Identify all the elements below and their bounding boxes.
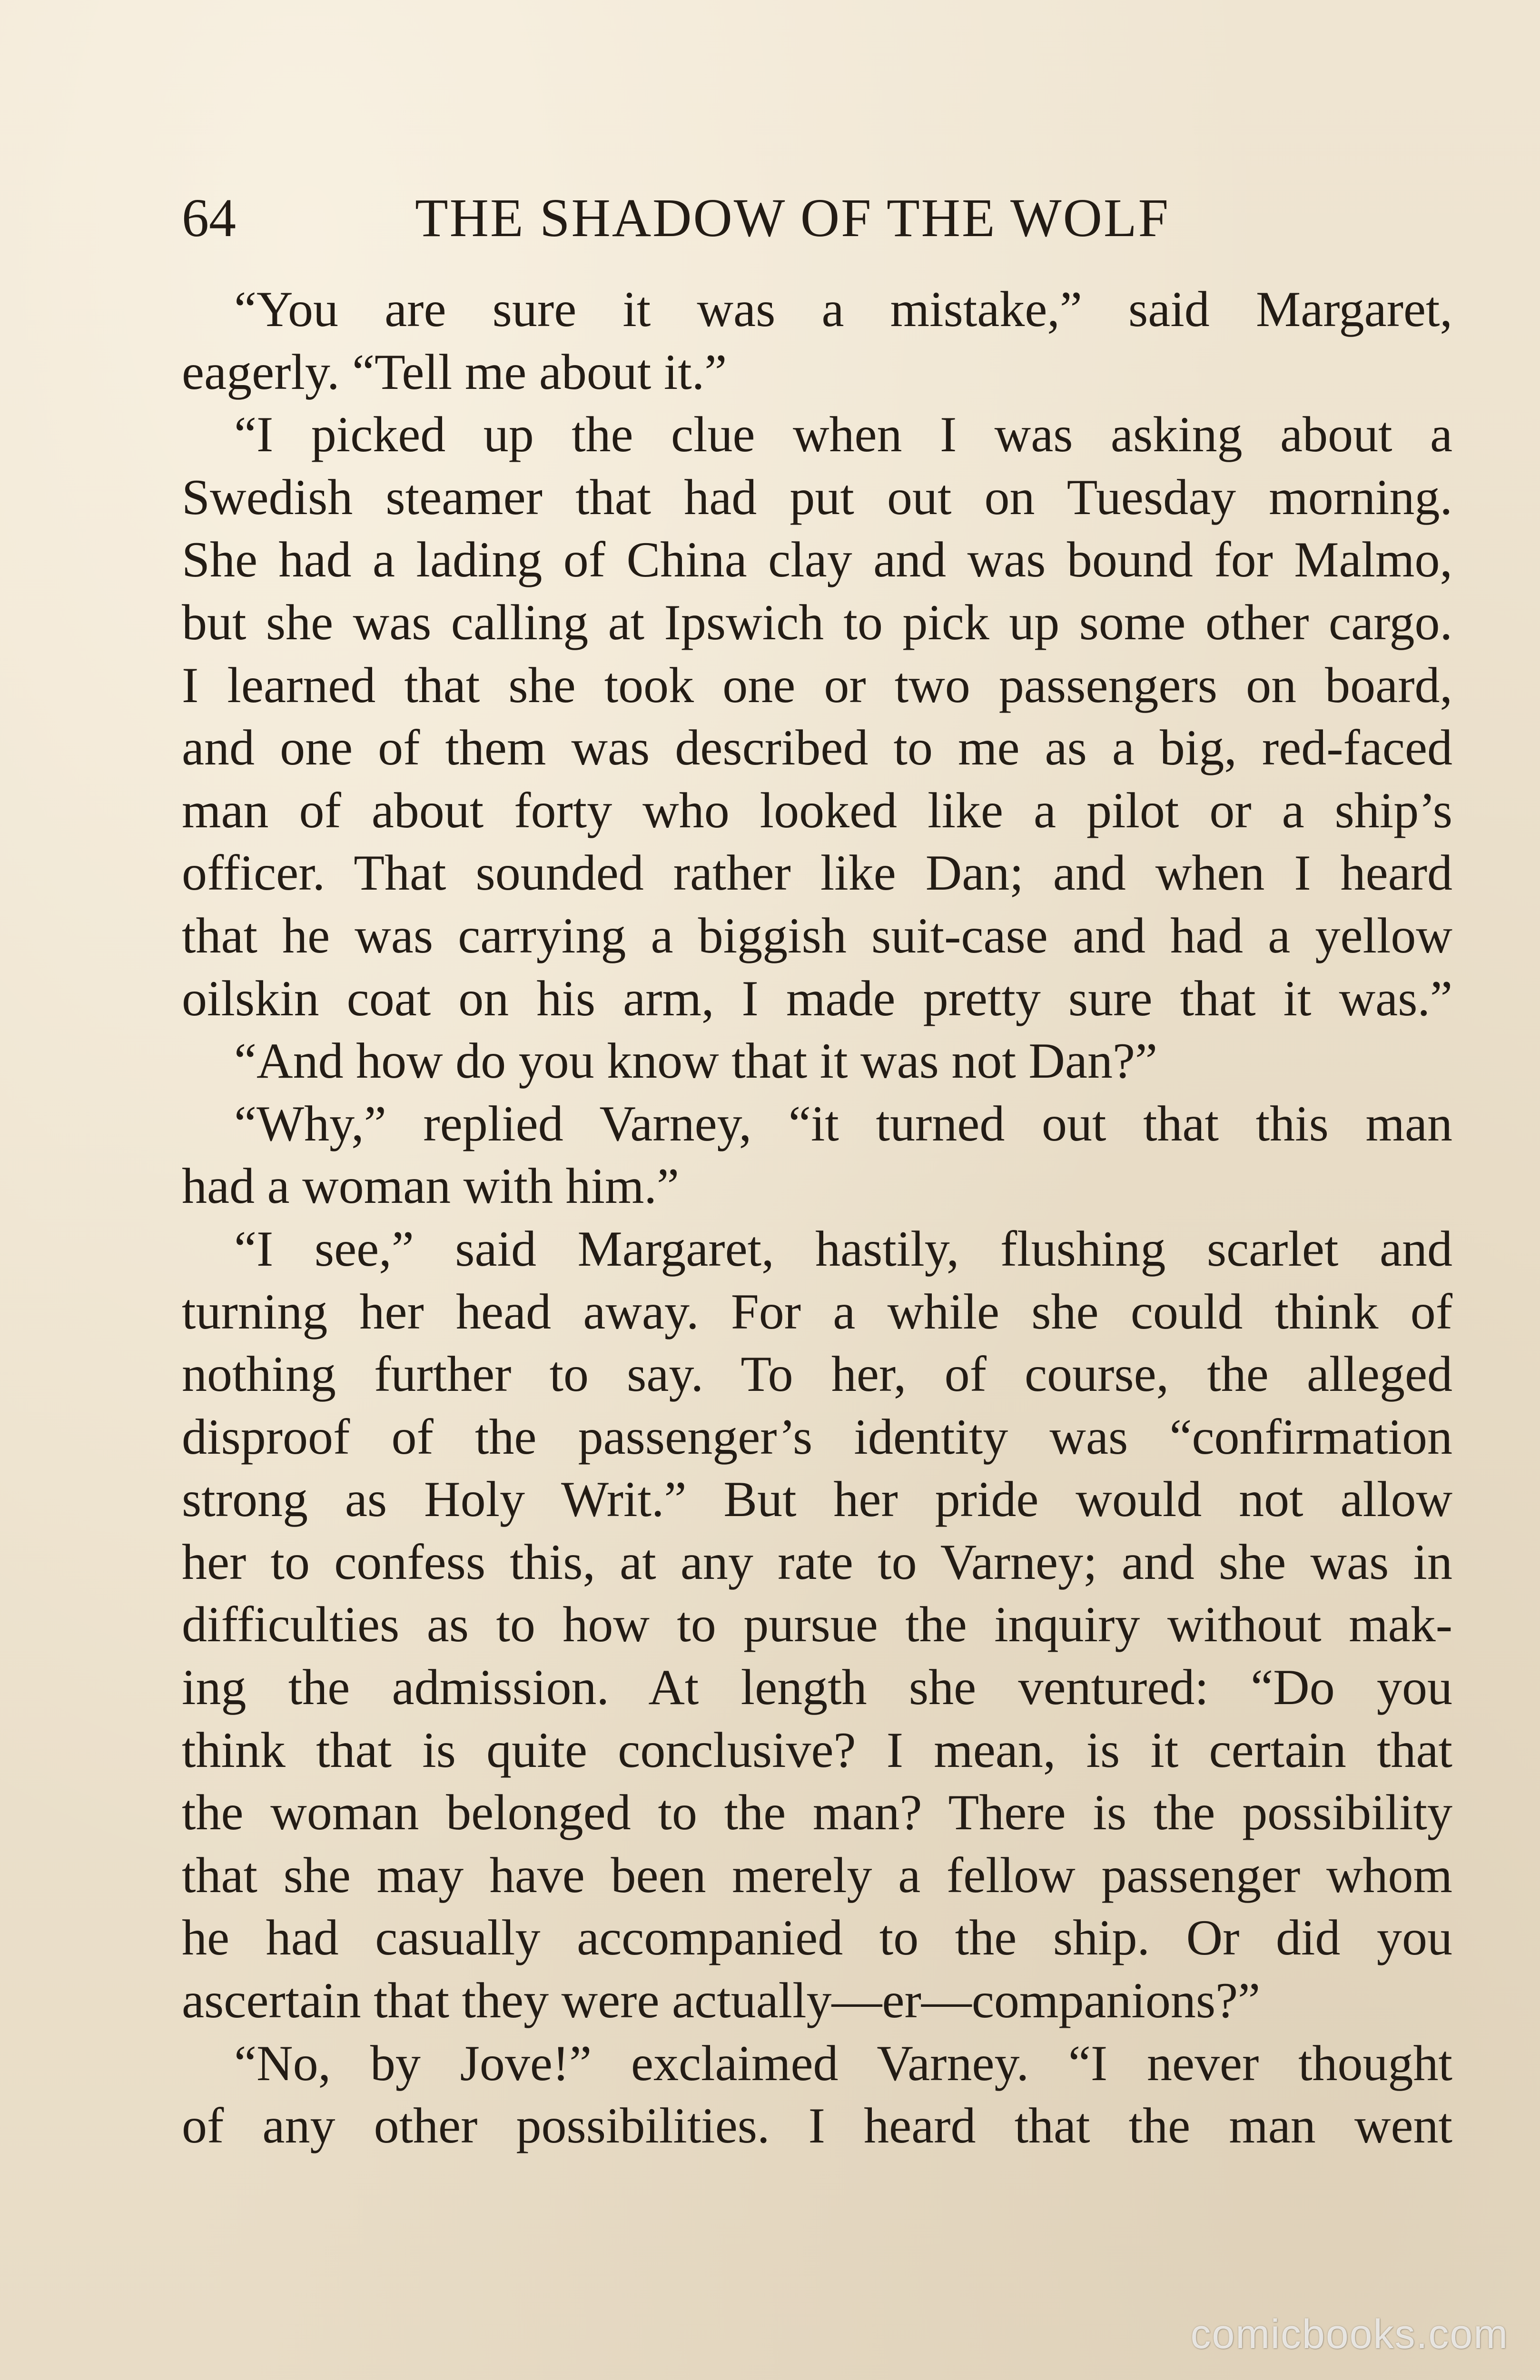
text-line: eagerly. “Tell me about it.” (182, 344, 727, 400)
text-line: oilskin coat on his arm, I made pretty sure that it was.” (182, 970, 1452, 1026)
text-line: disproof of the passenger’s identity was “confirmation (182, 1408, 1452, 1465)
text-line: that she may have been merely a fellow passenger whom (182, 1847, 1452, 1903)
text-line: turning her head away. For a while she could think of (182, 1283, 1452, 1339)
text-line: he had casually accompanied to the ship. Or did you (182, 1910, 1452, 1966)
page-header (182, 185, 1452, 251)
text-line: ascertain that they were actually—er—companions?” (182, 1973, 1261, 2029)
text-line: I learned that she took one or two passengers on board, (182, 657, 1452, 713)
running-title: THE SHADOW OF THE WOLF (415, 188, 1170, 248)
text-line: think that is quite conclusive? I mean, is it certain that (182, 1722, 1452, 1778)
text-line: “No, by Jove!” exclaimed Varney. “I never thought (234, 2035, 1452, 2091)
text-line: “You are sure it was a mistake,” said Margaret, (234, 281, 1452, 337)
text-line: that he was carrying a biggish suit-case and had a yellow (182, 907, 1452, 963)
text-line: “Why,” replied Varney, “it turned out that this man (234, 1095, 1452, 1151)
text-line: strong as Holy Writ.” But her pride would not allow (182, 1471, 1452, 1527)
text-line: and one of them was described to me as a big, red-faced (182, 720, 1452, 776)
page-number: 64 (182, 188, 236, 248)
text-line: the woman belonged to the man? There is the possibility (182, 1785, 1452, 1841)
text-line: of any other possibilities. I heard that the man went (182, 2098, 1452, 2154)
text-line: difficulties as to how to pursue the inquiry without mak- (182, 1597, 1452, 1653)
text-line: had a woman with him.” (182, 1158, 680, 1214)
text-line: her to confess this, at any rate to Varney; and she was in (182, 1534, 1452, 1590)
text-line: nothing further to say. To her, of course, the alleged (182, 1346, 1452, 1402)
text-line: “I see,” said Margaret, hastily, flushing scarlet and (234, 1220, 1452, 1277)
text-line: She had a lading of China clay and was bound for Malmo, (182, 532, 1452, 588)
text-line: but she was calling at Ipswich to pick up some other cargo. (182, 594, 1452, 650)
text-line: officer. That sounded rather like Dan; and when I heard (182, 845, 1452, 901)
watermark: comicbooks.com (1190, 2311, 1509, 2357)
body-text (182, 278, 1452, 2157)
text-line: ing the admission. At length she ventured: “Do you (182, 1659, 1452, 1716)
text-line: “I picked up the clue when I was asking about a (234, 407, 1452, 463)
text-line: Swedish steamer that had put out on Tuesday morning. (182, 469, 1452, 525)
text-line: man of about forty who looked like a pilot or a ship’s (182, 782, 1452, 838)
text-line: “And how do you know that it was not Dan?” (234, 1033, 1158, 1089)
